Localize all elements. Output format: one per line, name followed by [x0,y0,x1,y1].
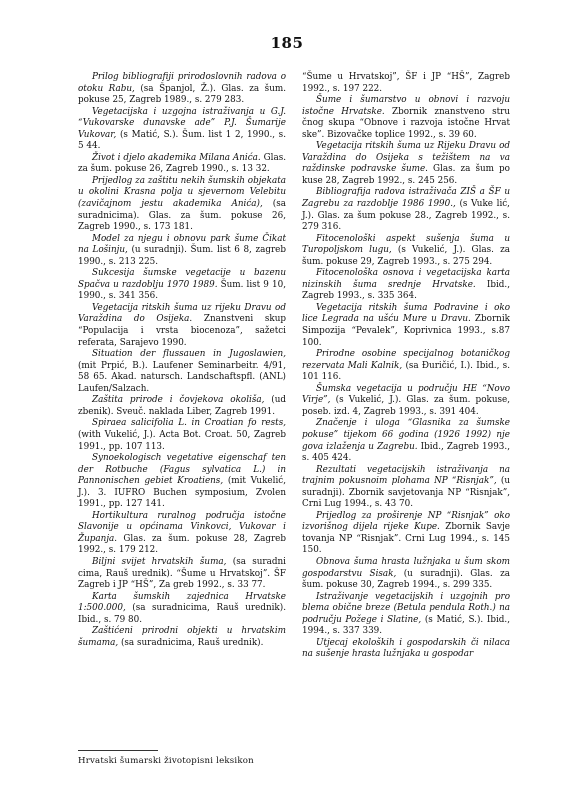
bibliography-entry [302,72,510,95]
bibliography-entry [78,349,286,395]
entry-title: Vegetacija ritskih šuma uz Rijeku Dravu od Varaždina do Osijeka s težištem na va raždinske podravske šume. [302,141,510,175]
entry-details: Zbornik Simpozija “Pevalek”, Koprivnica 1993., s.87 100. [302,314,510,348]
bibliography-entry [78,268,286,303]
entry-title: Situation der flussauen in Jugoslawien, [92,349,286,360]
entry-title: Utjecaj ekoloških i gospodarskih či nilaca na sušenje hrasta lužnjaka u gospodar [302,637,510,660]
entry-title: Zaštita prirode i čovjekova okoliša, [92,395,265,406]
page-number: 185 [270,34,304,52]
entry-details: Šum. list 9 10, 1990., s. 341 356. [78,279,286,302]
entry-title: Zaštićeni prirodni objekti u hrvatskim šumama, [78,626,286,648]
entry-title: Hortikultura ruralnog područja istočne Slavonije u općinama Vinkovci, Vukovar i Županja. [78,510,286,544]
entry-details: (s Vukelić, J.). Glas. za šum. pokuse 29, Zagreb 1993., s. 275 294. [302,245,510,267]
entry-details: “Šume u Hrvatskoj”, ŠF i JP “HŠ”, Zagreb 1992., s. 197 222. [302,72,510,94]
entry-title: Obnova šuma hrasta lužnjaka u šum skom gospodarstvu Sisak, [302,556,510,579]
bibliography-entry [302,268,510,303]
bibliography-entry [302,557,510,592]
entry-details: Zbornik znanstveno stru čnog skupa “Obnove i razvoja istočne Hrvat ske”. Bizovačke toplice 1992., s. 39 60. [302,106,510,140]
entry-details: (s Vuke lić, J.). Glas. za šum pokuse 28., Zagreb 1992., s. 279 316. [302,199,510,233]
entry-details: (mit Vukelić, J.). 3. IUFRO Buchen symposium, Zvolen 1991., pp. 127 141. [78,476,286,510]
entry-details: (u suradnji). Šum. list 6 8, zagreb 1990., s. 213 225. [78,245,287,267]
entry-details: (s Matić, S.). Ibid., 1994., s. 337 339. [302,614,510,637]
bibliography-entry [302,349,510,384]
bibliography-entry [302,303,510,349]
bibliography-entry [302,95,510,141]
entry-details: (u suradnji). Zbornik savjetovanja NP “Risnjak”, Crni Lug 1994., s. 43 70. [302,476,510,510]
bibliography-entry [78,626,286,649]
bibliography-entry [78,418,286,453]
bibliography-entry [78,234,286,269]
bibliography-entry [302,638,510,661]
entry-title: Rezultati vegetacijskih istraživanja na trajnim pokusnoim plohama NP “Risnjak”, [302,464,510,487]
entry-title: Sukcesija šumske vegetacije u bazenu Spačva u razdoblju 1970 1989. [78,268,286,290]
bibliography-entry [78,153,286,176]
entry-details: (sa suradnicima, Rauš urednik). Ibid., s. 79 80. [78,603,286,625]
entry-details: Glas. za šum. pokuse 26, Zagreb 1990., s. 13 32. [78,152,286,175]
entry-title: Vegetacijska i uzgojna istraživanja u G.J. “Vukovarske dunavske ade” P.J. Šumarije Vukovar, [78,106,286,140]
bibliography-entry [78,107,286,153]
entry-details: Ibid., Zagreb 1993., s. 335 364. [302,279,510,302]
entry-details: (sa suradnicima, Rauš urednik). [118,637,264,648]
entry-title: Synoekologisch vegetative eigenschaf ten der Rotbuche (Fagus sylvatica L.) in Pannonischen gebiet Kroatiens, [78,453,286,487]
entry-title: Karta šumskih zajednica Hrvatske 1:500.000, [78,591,286,614]
right-column [302,72,510,661]
bibliography-entry [78,557,286,592]
entry-details: (sa Španjol, Ž.). Glas. za šum. pokuse 25, Zagreb 1989., s. 279 283. [78,83,286,106]
bibliography-entry [78,453,286,511]
entry-details: (sa suradnicima). Glas. za šum. pokuse 26, Zagreb 1990., s. 173 181. [78,199,286,233]
entry-title: Spiraea salicifolia L. in Croatian fo rests, [92,418,286,429]
bibliography-entry [302,384,510,419]
entry-details: (s Vukelić, J.). Glas. za šum. pokuse, poseb. izd. 4, Zagreb 1993., s. 391 404. [302,395,510,417]
bibliography-entry [302,465,510,511]
entry-title: Prijedlog za zaštitu nekih šumskih objekata u okolini Krasna polja u sjevernom Velebitu (zavičajnom jestu akademika Anića), [78,175,286,210]
entry-title: Istraživanje vegetacijskih i uzgojnih pro blema obične breze (Betula pendula Roth.) na području Požege i Slatine, [302,591,510,625]
entry-details: (mit Prpić, B.). Laufener Seminarbeitr. 4/91, 58 65. Akad. natursch. Landschaftspfl. (ANL) Laufen/Salzach. [78,360,286,394]
bibliography-entry [78,592,286,627]
entry-title: Život i djelo akademika Milana Anića. [92,152,261,163]
entry-title: Značenje i uloga “Glasnika za šumske pokuse” tijekom 66 godina (1926 1992) nje gova izlaženja u Zagrebu. [302,418,510,452]
bibliography-entry [302,187,510,233]
entry-details: Glas. za šum. pokuse 28, Zagreb 1992., s. 179 212. [78,533,286,556]
bibliography-entry [302,418,510,464]
entry-details: Glas. za šum po kuse 28, Zagreb 1992., s. 245 256. [302,164,510,186]
entry-details: Ibid., Zagreb 1993., s. 405 424. [302,441,510,464]
entry-title: Fitocenološki aspekt sušenja šuma u Turopoljskom lugu, [302,233,510,256]
footer-title: Hrvatski šumarski životopisni leksikon [78,756,254,766]
bibliography-entry [302,592,510,638]
entry-title: Bibliografija radova istraživača ZIŠ a ŠF u Zagrebu za razdoblje 1986 1990., [302,187,510,210]
bibliography-entry [78,395,286,418]
entry-details: (with Vukelić, J.). Acta Bot. Croat. 50, Zagreb 1991., pp. 107 113. [78,429,286,452]
bibliography-entry [302,511,510,557]
footer-divider [78,750,158,751]
entry-details: (u suradnji). Glas. za šum. pokuse 30, Zagreb 1994., s. 299 335. [302,568,510,591]
entry-details: (sa suradni cima, Rauš urednik). “Šume u Hrvatskoj”. ŠF Zagreb i JP “HŠ”, Za greb 1992., s. 33 77. [78,556,286,591]
bibliography-entry [78,72,286,107]
bibliography-entry [302,141,510,187]
bibliography-entry [78,511,286,557]
entry-details: Znanstveni skup “Populacija i vrsta biocenoza”, sažetci referata, Sarajevo 1990. [78,314,286,348]
entry-title: Vegetacija ritskih šuma Podravine i oko lice Legrada na ušću Mure u Dravu. [302,302,510,325]
entry-details: (sa Đuričić, I.). Ibid., s. 101 116. [302,360,510,383]
entry-title: Prirodne osobine specijalnog botaničkog rezervata Mali Kalnik, [302,349,510,371]
entry-title: Model za njegu i obnovu park šume Čikat na Lošinju, [78,233,286,256]
bibliography-entry [302,234,510,269]
entry-title: Šume i šumarstvo u obnovi i razvoju istočne Hrvatske. [302,95,510,117]
entry-details: (ud zbenik). Sveuč. naklada Liber, Zagreb 1991. [78,395,286,417]
left-column [78,72,286,649]
entry-title: Fitocenološka osnova i vegetacijska karta nizinskih šuma srednje Hrvatske. [302,268,510,290]
entry-title: Prilog bibliografiji prirodoslovnih radova o otoku Rabu, [78,72,286,94]
entry-title: Prijedlog za proširenje NP “Risnjak” oko izvorišnog dijela rijeke Kupe. [302,510,510,533]
entry-title: Šumska vegetacija u području HE “Novo Virje”, [302,383,510,406]
bibliography-entry [78,303,286,349]
entry-details: (s Matić, S.). Šum. list 1 2, 1990., s. 5 44. [78,129,286,152]
bibliography-entry [78,176,286,234]
entry-title: Vegetacija ritskih šuma uz rijeku Dravu od Varaždina do Osijeka. [78,302,286,325]
entry-details: Zbornik Savje tovanja NP “Risnjak”. Crni Lug 1994., s. 145 150. [302,522,510,556]
entry-title: Biljni svijet hrvatskih šuma, [92,556,227,567]
